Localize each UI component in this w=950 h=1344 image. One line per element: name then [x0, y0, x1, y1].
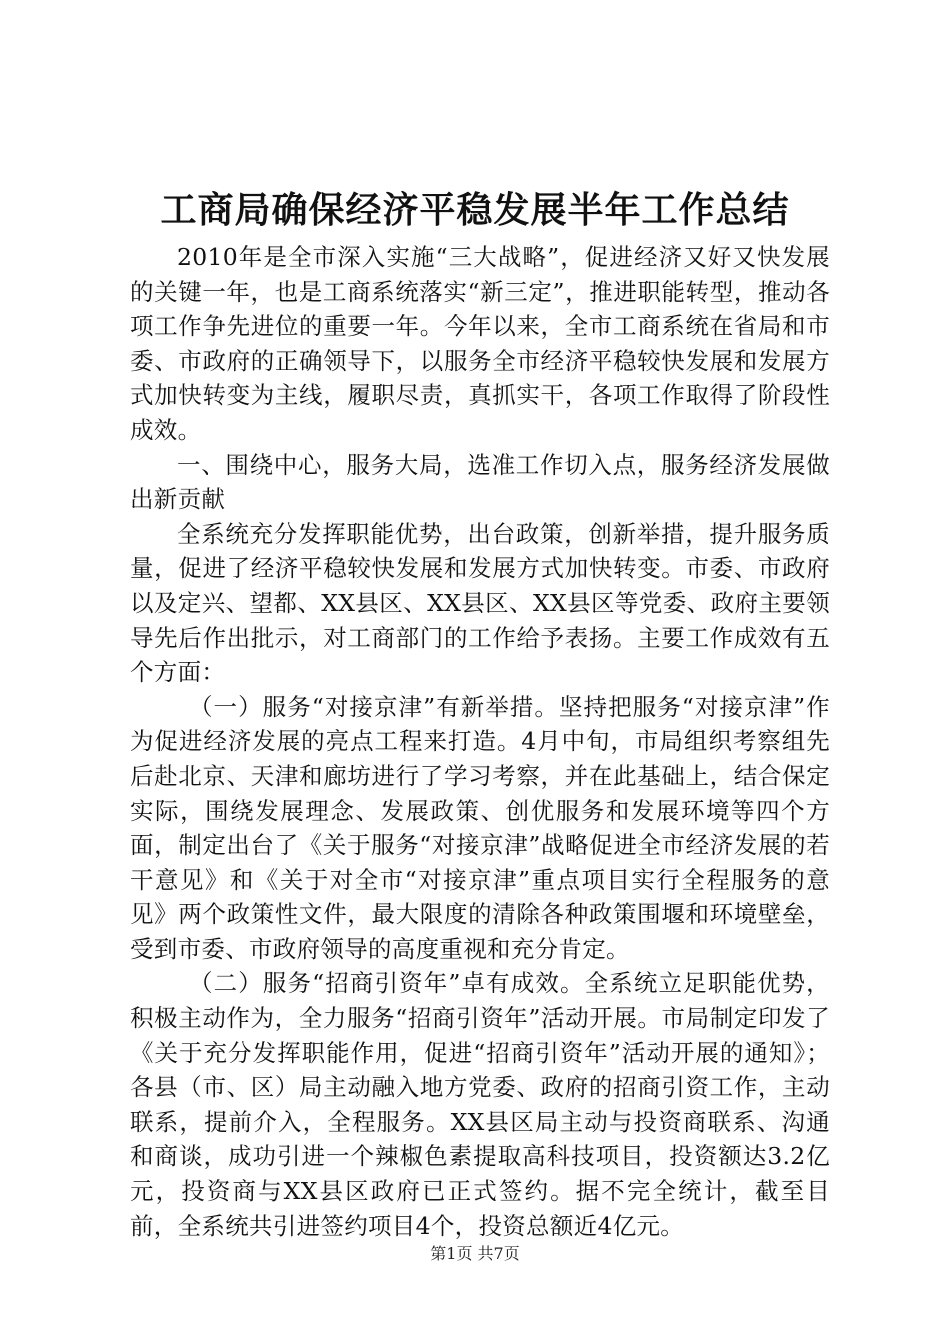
section-heading-1: 一、围绕中心，服务大局，选准工作切入点，服务经济发展做出新贡献 [130, 450, 830, 514]
paragraph-item-2: （二）服务“招商引资年”卓有成效。全系统立足职能优势，积极主动作为，全力服务“招商引资年”活动开展。市局制定印发了《关于充分发挥职能作用，促进“招商引资年”活动开展的通知》；各县（市、区）局主动融入地方党委、政府的招商引资工作，主动联系，提前介入，全程服务。XX县区局主动与投资商联系、沟通和商谈，成功引进一个辣椒色素提取高科技项目，投资额达3.2亿元，投资商与XX县区政府已正式签约。据不完全统计，截至目前，全系统共引进签约项目4个，投资总额近4亿元。 [130, 969, 830, 1240]
paragraph-intro: 2010年是全市深入实施“三大战略”，促进经济又好又快发展的关键一年，也是工商系统落实“新三定”，推进职能转型，推动各项工作争先进位的重要一年。今年以来，全市工商系统在省局和市委、市政府的正确领导下，以服务全市经济平稳较快发展和发展方式加快转变为主线，履职尽责，真抓实干，各项工作取得了阶段性成效。 [130, 243, 830, 444]
document-title: 工商局确保经济平稳发展半年工作总结 [160, 189, 790, 231]
document-body [130, 240, 830, 1243]
page-number-footer: 第1页 共7页 [430, 1244, 520, 1263]
paragraph-item-1: （一）服务“对接京津”有新举措。坚持把服务“对接京津”作为促进经济发展的亮点工程来打造。4月中旬，市局组织考察组先后赴北京、天津和廊坊进行了学习考察，并在此基础上，结合保定实际，围绕发展理念、发展政策、创优服务和发展环境等四个方面，制定出台了《关于服务“对接京津”战略促进全市经济发展的若干意见》和《关于对全市“对接京津”重点项目实行全程服务的意见》两个政策性文件，最大限度的清除各种政策围堰和环境壁垒，受到市委、市政府领导的高度重视和充分肯定。 [130, 692, 830, 963]
paragraph-section-1-overview: 全系统充分发挥职能优势，出台政策，创新举措，提升服务质量，促进了经济平稳较快发展和发展方式加快转变。市委、市政府以及定兴、望都、XX县区、XX县区、XX县区等党委、政府主要领导先后作出批示，对工商部门的工作给予表扬。主要工作成效有五个方面： [130, 519, 830, 687]
